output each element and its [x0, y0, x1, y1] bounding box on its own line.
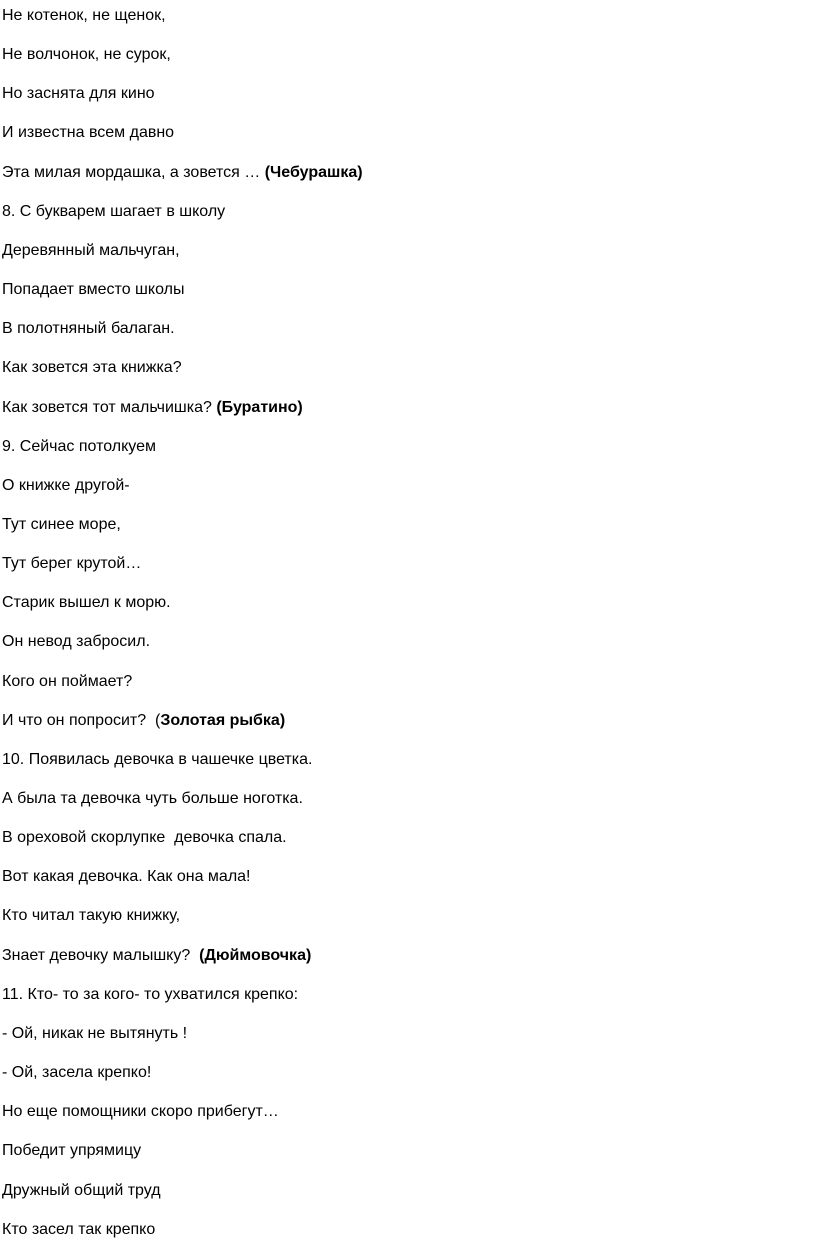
line-text: О книжке другой- — [2, 476, 130, 494]
line-text: Старик вышел к морю. — [2, 594, 171, 612]
text-line — [2, 1179, 161, 1203]
line-text: Как зовется тот мальчишка? — [2, 398, 217, 416]
riddle-answer: (Дюймовочка) — [199, 946, 312, 964]
line-text: И известна всем давно — [2, 124, 175, 142]
line-text: 9. Сейчас потолкуем — [2, 437, 156, 455]
line-text: 11. Кто- то за кого- то ухватился крепко: — [2, 985, 299, 1003]
line-text: Вот какая девочка. Как она мала! — [2, 868, 251, 886]
line-text: В полотняный балаган. — [2, 320, 175, 338]
text-line — [2, 121, 174, 145]
text-line — [2, 435, 156, 459]
text-line — [2, 591, 171, 615]
line-text: В ореховой скорлупке девочка спала. — [2, 829, 287, 847]
line-text: - Ой, никак не вытянуть ! — [2, 1024, 188, 1042]
text-line — [2, 787, 303, 811]
line-text: Тут берег крутой… — [2, 555, 142, 573]
text-line — [2, 1022, 187, 1046]
line-text: Но заснята для кино — [2, 85, 155, 103]
text-line — [2, 709, 285, 733]
line-text: Кого он поймает? — [2, 672, 133, 690]
text-line — [2, 4, 166, 28]
text-line — [2, 239, 180, 263]
line-text: - Ой, засела крепко! — [2, 1064, 152, 1082]
line-text: Дружный общий труд — [2, 1181, 161, 1199]
line-text: Кто читал такую книжку, — [2, 907, 181, 925]
text-line — [2, 317, 175, 341]
text-line — [2, 1061, 151, 1085]
text-line — [2, 278, 184, 302]
line-text: Знает девочку малышку? — [2, 946, 200, 964]
line-text: А была та девочка чуть больше ноготка. — [2, 790, 303, 807]
line-text: 8. С букварем шагает в школу — [2, 202, 226, 220]
line-text: Деревянный мальчуган, — [2, 241, 180, 259]
text-line — [2, 904, 180, 928]
text-line — [2, 82, 155, 106]
text-line — [2, 356, 182, 380]
line-text: Не котенок, не щенок, — [2, 7, 166, 24]
text-line — [2, 826, 287, 850]
text-line — [2, 944, 311, 968]
line-text: Как зовется эта книжка? — [2, 359, 182, 377]
line-text: И что он попросит? ( — [2, 711, 161, 729]
line-text: Тут синее море, — [2, 515, 121, 533]
line-text: Кто засел так крепко — [2, 1220, 156, 1238]
text-line — [2, 1139, 141, 1163]
text-line — [2, 1218, 155, 1242]
line-text: Но еще помощники скоро прибегут… — [2, 1103, 279, 1121]
line-text: Победит упрямицу — [2, 1142, 142, 1160]
text-line — [2, 865, 251, 889]
text-line — [2, 670, 132, 694]
text-line — [2, 552, 141, 576]
text-line — [2, 43, 171, 67]
line-text: Он невод забросил. — [2, 633, 151, 651]
line-text: Эта милая мордашка, а зовется … — [2, 163, 265, 181]
text-line — [2, 630, 150, 654]
text-line — [2, 1100, 279, 1124]
text-line — [2, 983, 298, 1007]
text-line — [2, 474, 130, 498]
text-line — [2, 396, 303, 420]
riddle-answer: Золотая рыбка) — [160, 711, 286, 729]
text-line — [2, 200, 225, 224]
text-line — [2, 161, 363, 185]
text-line — [2, 513, 121, 537]
line-text: Попадает вместо школы — [2, 281, 185, 299]
line-text: 10. Появилась девочка в чашечке цветка. — [2, 750, 313, 768]
line-text: Не волчонок, не сурок, — [2, 46, 171, 64]
riddle-answer: (Чебурашка) — [264, 163, 363, 181]
text-line — [2, 748, 312, 772]
riddle-answer: (Буратино) — [216, 398, 303, 416]
